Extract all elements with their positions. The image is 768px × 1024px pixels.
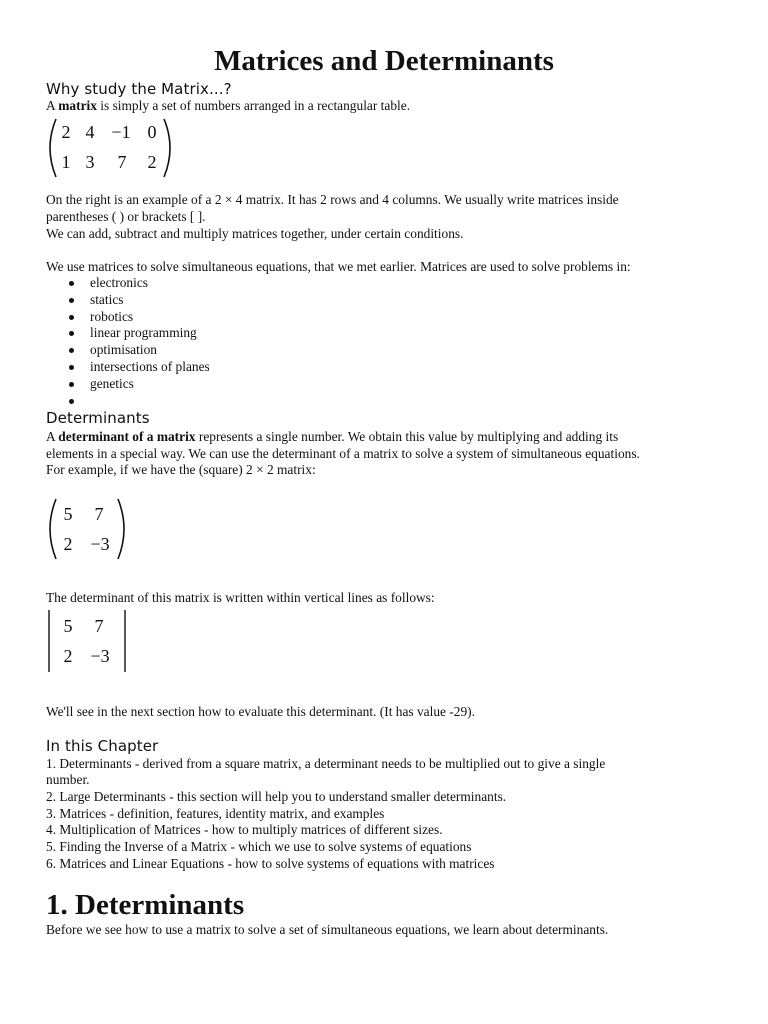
list-item: robotics (46, 309, 210, 326)
determinant-notation-line: The determinant of this matrix is written within vertical lines as follows: (46, 590, 435, 605)
matrix-cell: 0 (147, 122, 157, 142)
matrix-cell: 4 (85, 122, 95, 142)
determinant-definition (46, 429, 736, 446)
determinant-definition-b: represents a single number. We obtain this value by multiplying and adding its (195, 429, 619, 444)
matrix-cell: −1 (111, 122, 131, 142)
determinant-cell: −3 (90, 646, 110, 666)
operations-line: We can add, subtract and multiply matrices together, under certain conditions. (46, 226, 464, 241)
matrix-cell: 1 (61, 152, 71, 172)
matrix-cell: 2 (147, 152, 157, 172)
bullet-icon (69, 281, 74, 286)
chapter-item: 3. Matrices - definition, features, identity matrix, and examples (46, 806, 385, 821)
matrix-definition (46, 98, 736, 115)
matrix-cell: 2 (61, 122, 71, 142)
example-matrix-2x2 (44, 496, 130, 562)
bullet-icon (69, 382, 74, 387)
uses-list (46, 275, 210, 409)
matrix-cell: 5 (63, 504, 73, 524)
determinants-heading: Determinants (46, 409, 150, 427)
determinant-term: determinant of a matrix (58, 429, 196, 444)
chapter-heading: In this Chapter (46, 737, 159, 755)
chapter-item: 2. Large Determinants - this section will help you to understand smaller determinants. (46, 789, 507, 804)
list-item: statics (46, 292, 210, 309)
list-item (46, 393, 210, 410)
bullet-icon (69, 399, 74, 404)
list-item: electronics (46, 275, 210, 292)
bullet-icon (69, 365, 74, 370)
bullet-icon (69, 298, 74, 303)
example-line-1: On the right is an example of a 2 × 4 matrix. It has 2 rows and 4 columns. We usually write matrices inside (46, 192, 619, 207)
example-line-2: parentheses ( ) or brackets [ ]. (46, 209, 206, 224)
matrix-cell: 7 (94, 504, 104, 524)
matrix-definition-a: A (46, 98, 59, 113)
bullet-icon (69, 348, 74, 353)
example-determinant (44, 608, 130, 674)
matrix-cell: 2 (63, 534, 73, 554)
list-item: optimisation (46, 342, 210, 359)
example-matrix-2x4 (44, 116, 176, 180)
determinant-cell: 5 (63, 616, 73, 636)
determinant-definition-a: A (46, 429, 59, 444)
bullet-icon (69, 315, 74, 320)
determinant-line-2: elements in a special way. We can use the determinant of a matrix to solve a system of simultaneous equations. (46, 446, 640, 461)
matrix-definition-b: is simply a set of numbers arranged in a rectangular table. (96, 98, 411, 113)
chapter-item: number. (46, 772, 90, 787)
matrix-cell: 3 (85, 152, 95, 172)
list-item: intersections of planes (46, 359, 210, 376)
list-item: linear programming (46, 325, 210, 342)
section-heading: 1. Determinants (46, 889, 245, 921)
matrix-cell: −3 (90, 534, 110, 554)
section-intro: Before we see how to use a matrix to solve a set of simultaneous equations, we learn about determinants. (46, 922, 609, 937)
bullet-icon (69, 331, 74, 336)
chapter-item: 1. Determinants - derived from a square matrix, a determinant needs to be multiplied out to give a single (46, 756, 606, 771)
matrix-cell: 7 (117, 152, 127, 172)
determinant-cell: 2 (63, 646, 73, 666)
matrix-term: matrix (58, 98, 97, 113)
determinant-cell: 7 (94, 616, 104, 636)
chapter-item: 5. Finding the Inverse of a Matrix - which we use to solve systems of equations (46, 839, 472, 854)
chapter-item: 4. Multiplication of Matrices - how to multiply matrices of different sizes. (46, 822, 443, 837)
why-heading: Why study the Matrix...? (46, 80, 232, 98)
determinant-line-3: For example, if we have the (square) 2 × 2 matrix: (46, 462, 316, 477)
uses-line: We use matrices to solve simultaneous equations, that we met earlier. Matrices are used to solve problems in: (46, 259, 631, 274)
determinant-value-line: We'll see in the next section how to evaluate this determinant. (It has value -29). (46, 704, 475, 719)
list-item: genetics (46, 376, 210, 393)
page-title: Matrices and Determinants (214, 45, 554, 77)
chapter-item: 6. Matrices and Linear Equations - how to solve systems of equations with matrices (46, 856, 495, 871)
